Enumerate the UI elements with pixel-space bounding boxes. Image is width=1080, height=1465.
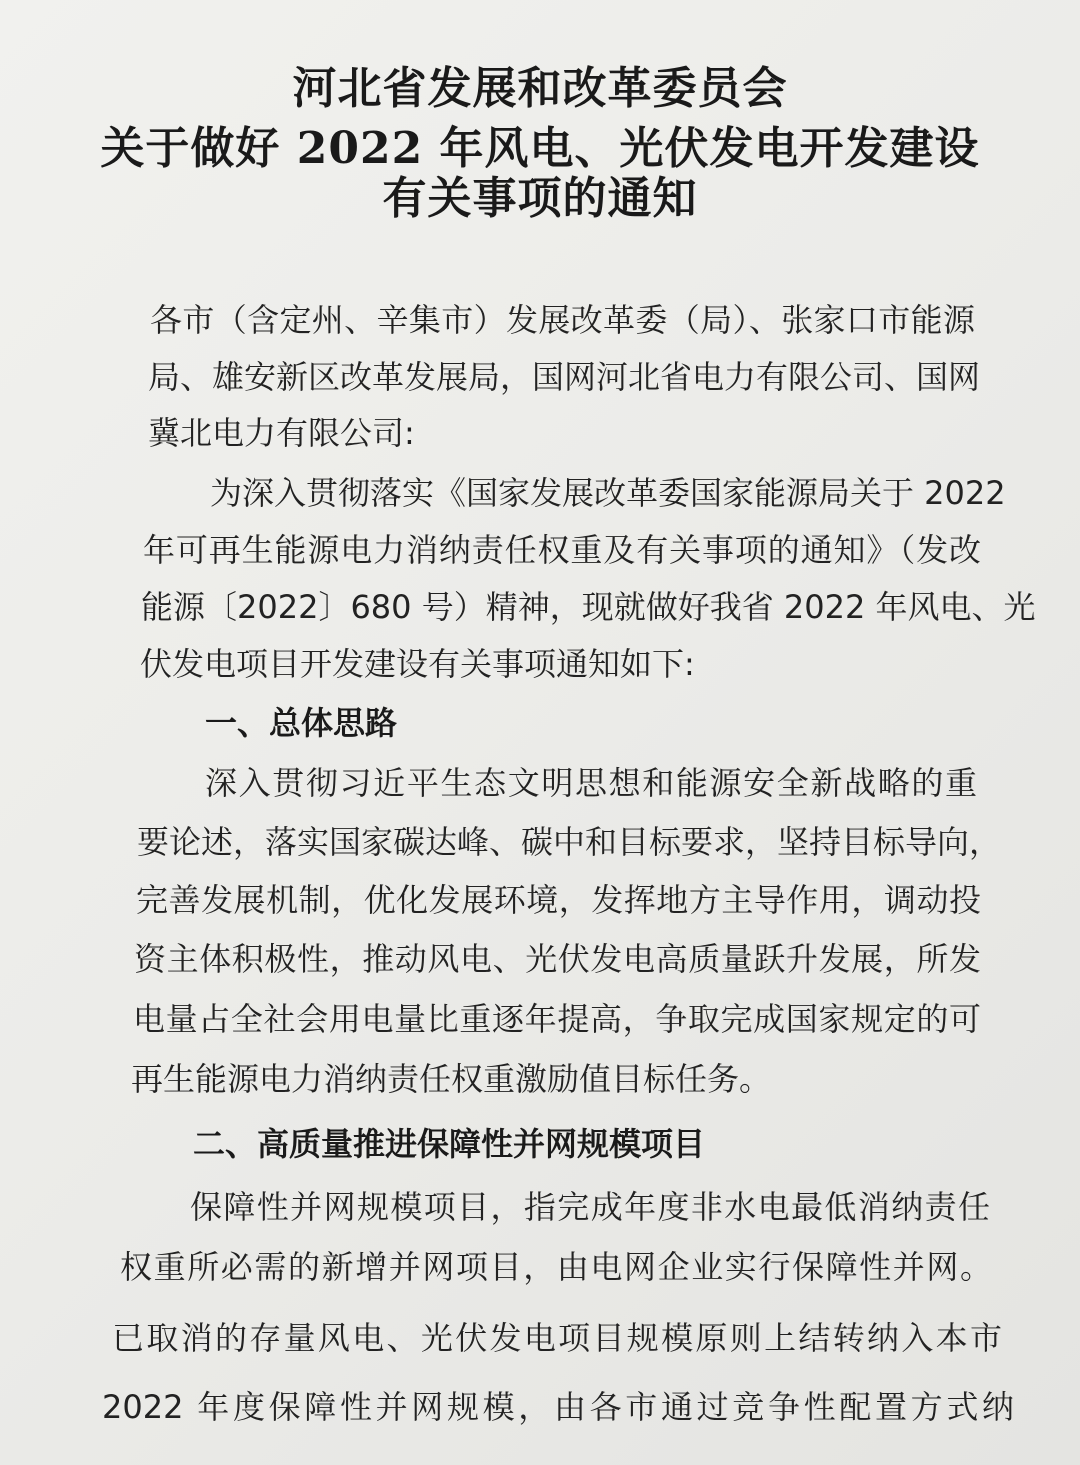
intro-line: 年可再生能源电力消纳责任权重及有关事项的通知》（发改: [143, 531, 981, 569]
section-2-line: 已取消的存量风电、光伏发电项目规模原则上结转纳入本市: [112, 1319, 1002, 1357]
addressee-line: 冀北电力有限公司:: [148, 414, 415, 452]
section-2-line: 保障性并网规模项目，指完成年度非水电最低消纳责任: [190, 1188, 990, 1226]
section-2-line: 权重所必需的新增并网项目，由电网企业实行保障性并网。: [120, 1248, 992, 1286]
addressee-line: 各市（含定州、辛集市）发展改革委（局）、张家口市能源: [150, 301, 975, 339]
section-1-line: 电量占全社会用电量比重逐年提高，争取完成国家规定的可: [133, 1000, 981, 1038]
section-1-line: 要论述，落实国家碳达峰、碳中和目标要求，坚持目标导向，: [137, 823, 1002, 861]
section-heading-1: 一、总体思路: [205, 704, 398, 742]
intro-line: 能源〔2022〕680 号）精神，现就做好我省 2022 年风电、光: [141, 588, 1036, 626]
section-1-line: 完善发展机制，优化发展环境，发挥地方主导作用，调动投: [136, 881, 981, 919]
section-1-line: 资主体积极性，推动风电、光伏发电高质量跃升发展，所发: [134, 940, 981, 978]
section-1-line: 深入贯彻习近平生态文明思想和能源安全新战略的重: [205, 764, 977, 802]
section-heading-2: 二、高质量推进保障性并网规模项目: [193, 1125, 706, 1163]
intro-line: 为深入贯彻落实《国家发展改革委国家能源局关于 2022: [210, 474, 1006, 512]
section-1-line: 再生能源电力消纳责任权重激励值目标任务。: [131, 1060, 772, 1098]
document-title-line-2: 关于做好 2022 年风电、光伏发电开发建设: [100, 123, 980, 174]
document-title-line-1: 河北省发展和改革委员会: [292, 63, 788, 114]
addressee-line: 局、雄安新区改革发展局，国网河北省电力有限公司、国网: [148, 358, 981, 396]
section-2-line: 2022 年度保障性并网规模，由各市通过竞争性配置方式纳: [102, 1388, 1014, 1426]
document-title-line-3: 有关事项的通知: [382, 173, 698, 224]
intro-line: 伏发电项目开发建设有关事项通知如下:: [140, 645, 695, 683]
